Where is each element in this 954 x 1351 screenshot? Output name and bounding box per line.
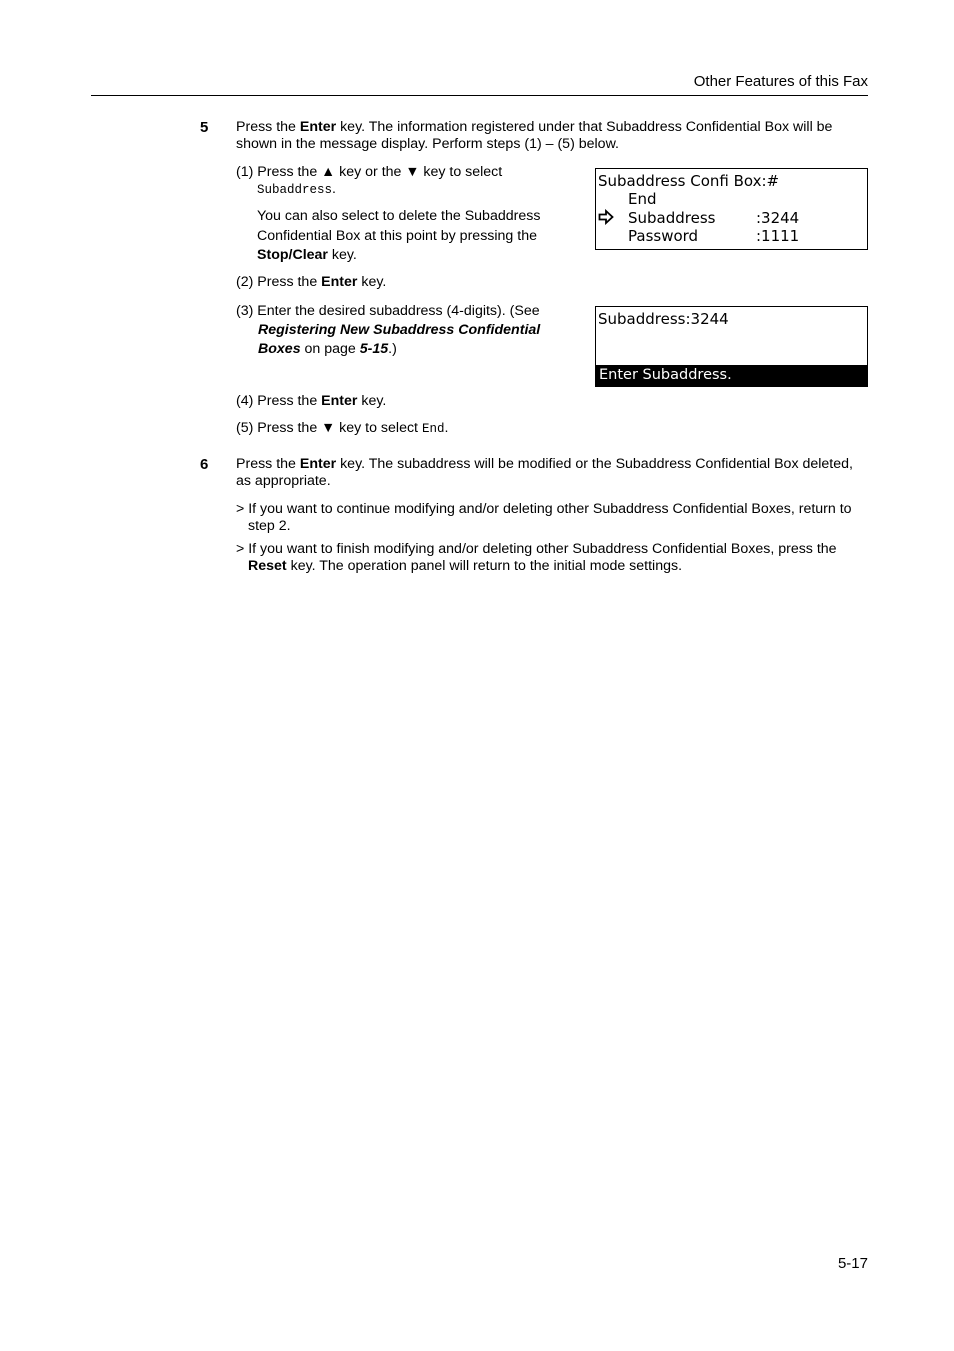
running-header: Other Features of this Fax — [693, 73, 868, 90]
lcd1-line-subaddress-label: Subaddress — [628, 209, 716, 227]
cross-reference-link: Registering New Subaddress Confidential — [258, 322, 541, 338]
substep-1-note: You can also select to delete the Subaddress Confidential Box at this point by pressing the Stop/Clear key. — [257, 208, 541, 263]
lcd2-status-bar: Enter Subaddress. — [596, 365, 867, 386]
lcd1-line-password-label: Password — [628, 227, 699, 245]
header-rule — [91, 95, 868, 96]
subaddress-code: Subaddress — [257, 183, 333, 197]
selection-arrow-icon — [598, 209, 614, 225]
step-6-text: Press the Enter key. The subaddress will be modified or the Subaddress Confidential Box deleted, as appropriate. — [236, 456, 853, 489]
step-5-number: 5 — [200, 119, 209, 136]
substep-1: (1) Press the ▲ key or the ▼ key to select Subaddress. — [236, 164, 503, 197]
end-code: End — [421, 422, 445, 436]
substep-3: (3) Enter the desired subaddress (4-digits). (See Registering New Subaddress Confidential Boxes on page 5-15.) — [236, 303, 541, 357]
lcd-display-subaddress-entry — [595, 306, 868, 387]
page-number: 5-17 — [837, 1255, 868, 1272]
step-5-text: Press the Enter key. The information registered under that Subaddress Confidential Box will be shown in the message display. Perform steps (1) – (5) below. — [236, 119, 833, 152]
step-6-bullet-1: > If you want to continue modifying and/or deleting other Subaddress Confidential Boxes, return to step 2. — [236, 501, 852, 534]
lcd1-line-end: End — [628, 190, 657, 208]
substep-5: (5) Press the ▼ key to select End. — [236, 420, 449, 436]
lcd2-line-subaddress: Subaddress:3244 — [598, 310, 729, 328]
lcd1-line-title: Subaddress Confi Box:# — [598, 172, 780, 190]
lcd-display-confidential-box — [595, 168, 868, 250]
step-6-number: 6 — [200, 456, 209, 473]
lcd1-line-subaddress-value: :3244 — [756, 209, 800, 227]
step-6-bullet-2: > If you want to finish modifying and/or deleting other Subaddress Confidential Boxes, press the Reset key. The operation panel will return to the initial mode settings. — [236, 541, 837, 574]
substep-2: (2) Press the Enter key. — [236, 274, 387, 290]
substep-4: (4) Press the Enter key. — [236, 393, 387, 409]
lcd1-line-password-value: :1111 — [756, 227, 800, 245]
